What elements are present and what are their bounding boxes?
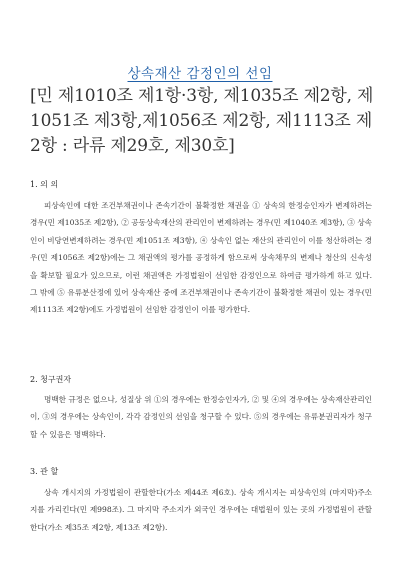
section-heading-jurisdiction: 3. 관 할 (30, 467, 59, 476)
section-body-purpose: 피상속인에 대한 조건부채권이나 존속기간이 불확정한 채권을 ① 상속의 한정승인자가 변제하려는 경우(민 제1035조 제2항), ② 공동상속재산의 관리인이 변제하려는 경우(민 제1040조 제3항), ③ 상속인이 비당연변제하려는 경우(민 제1051조 제3항), ④ 상속인 없는 재산의 관리인이 이를 청산하려는 경우(민 제1056조 제2항)에는 그 채권액의 평가를 공정하게 함으로써 상속채무의 변제나 청산의 신속성을 확보할 필요가 있으므로, 이런 채권액은 가정법원이 선임한 감정인으로 하여금 평가하게 하고 있다. 그 밖에 ⑤ 유류분산정에 있어 상속재산 중에 조건부채권이나 존속기간이 불확정한 채권이 있는 경우(민 제1113조 제2항)에도 가정법원이 선임한 감정인이 이를 평가한다. (30, 201, 372, 315)
section-heading-purpose: 1. 의 의 (30, 180, 59, 189)
section-body-claimant: 명백한 규정은 없으나, 성질상 위 ①의 경우에는 한정승인자가, ② 및 ④의 경우에는 상속재산관리인이, ③의 경우에는 상속인이, 각각 감정인의 선임을 청구할 수 있다. ⑤의 경우에는 유류분권리자가 청구할 수 있음은 명백하다. (30, 395, 372, 439)
section-heading-claimant: 2. 청구권자 (30, 375, 72, 384)
document-subtitle: [민 제1010조 제1항·3항, 제1035조 제2항, 제1051조 제3항,제1056조 제2항, 제1113조 제2항 : 라류 제29호, 제30호] (30, 86, 374, 156)
section-body-jurisdiction: 상속 개시지의 가정법원이 관할한다(가소 제44조 제6호). 상속 개시지는 피상속인의 (마지막)주소지를 가리킨다(민 제998조). 그 마지막 주소지가 외국인 경우에는 대법원이 있는 곳의 가정법원이 관할한다(가소 제35조 제2항, 제13조 제2항). (30, 488, 372, 532)
document-title: 상속재산 감정인의 선임 (127, 66, 273, 82)
